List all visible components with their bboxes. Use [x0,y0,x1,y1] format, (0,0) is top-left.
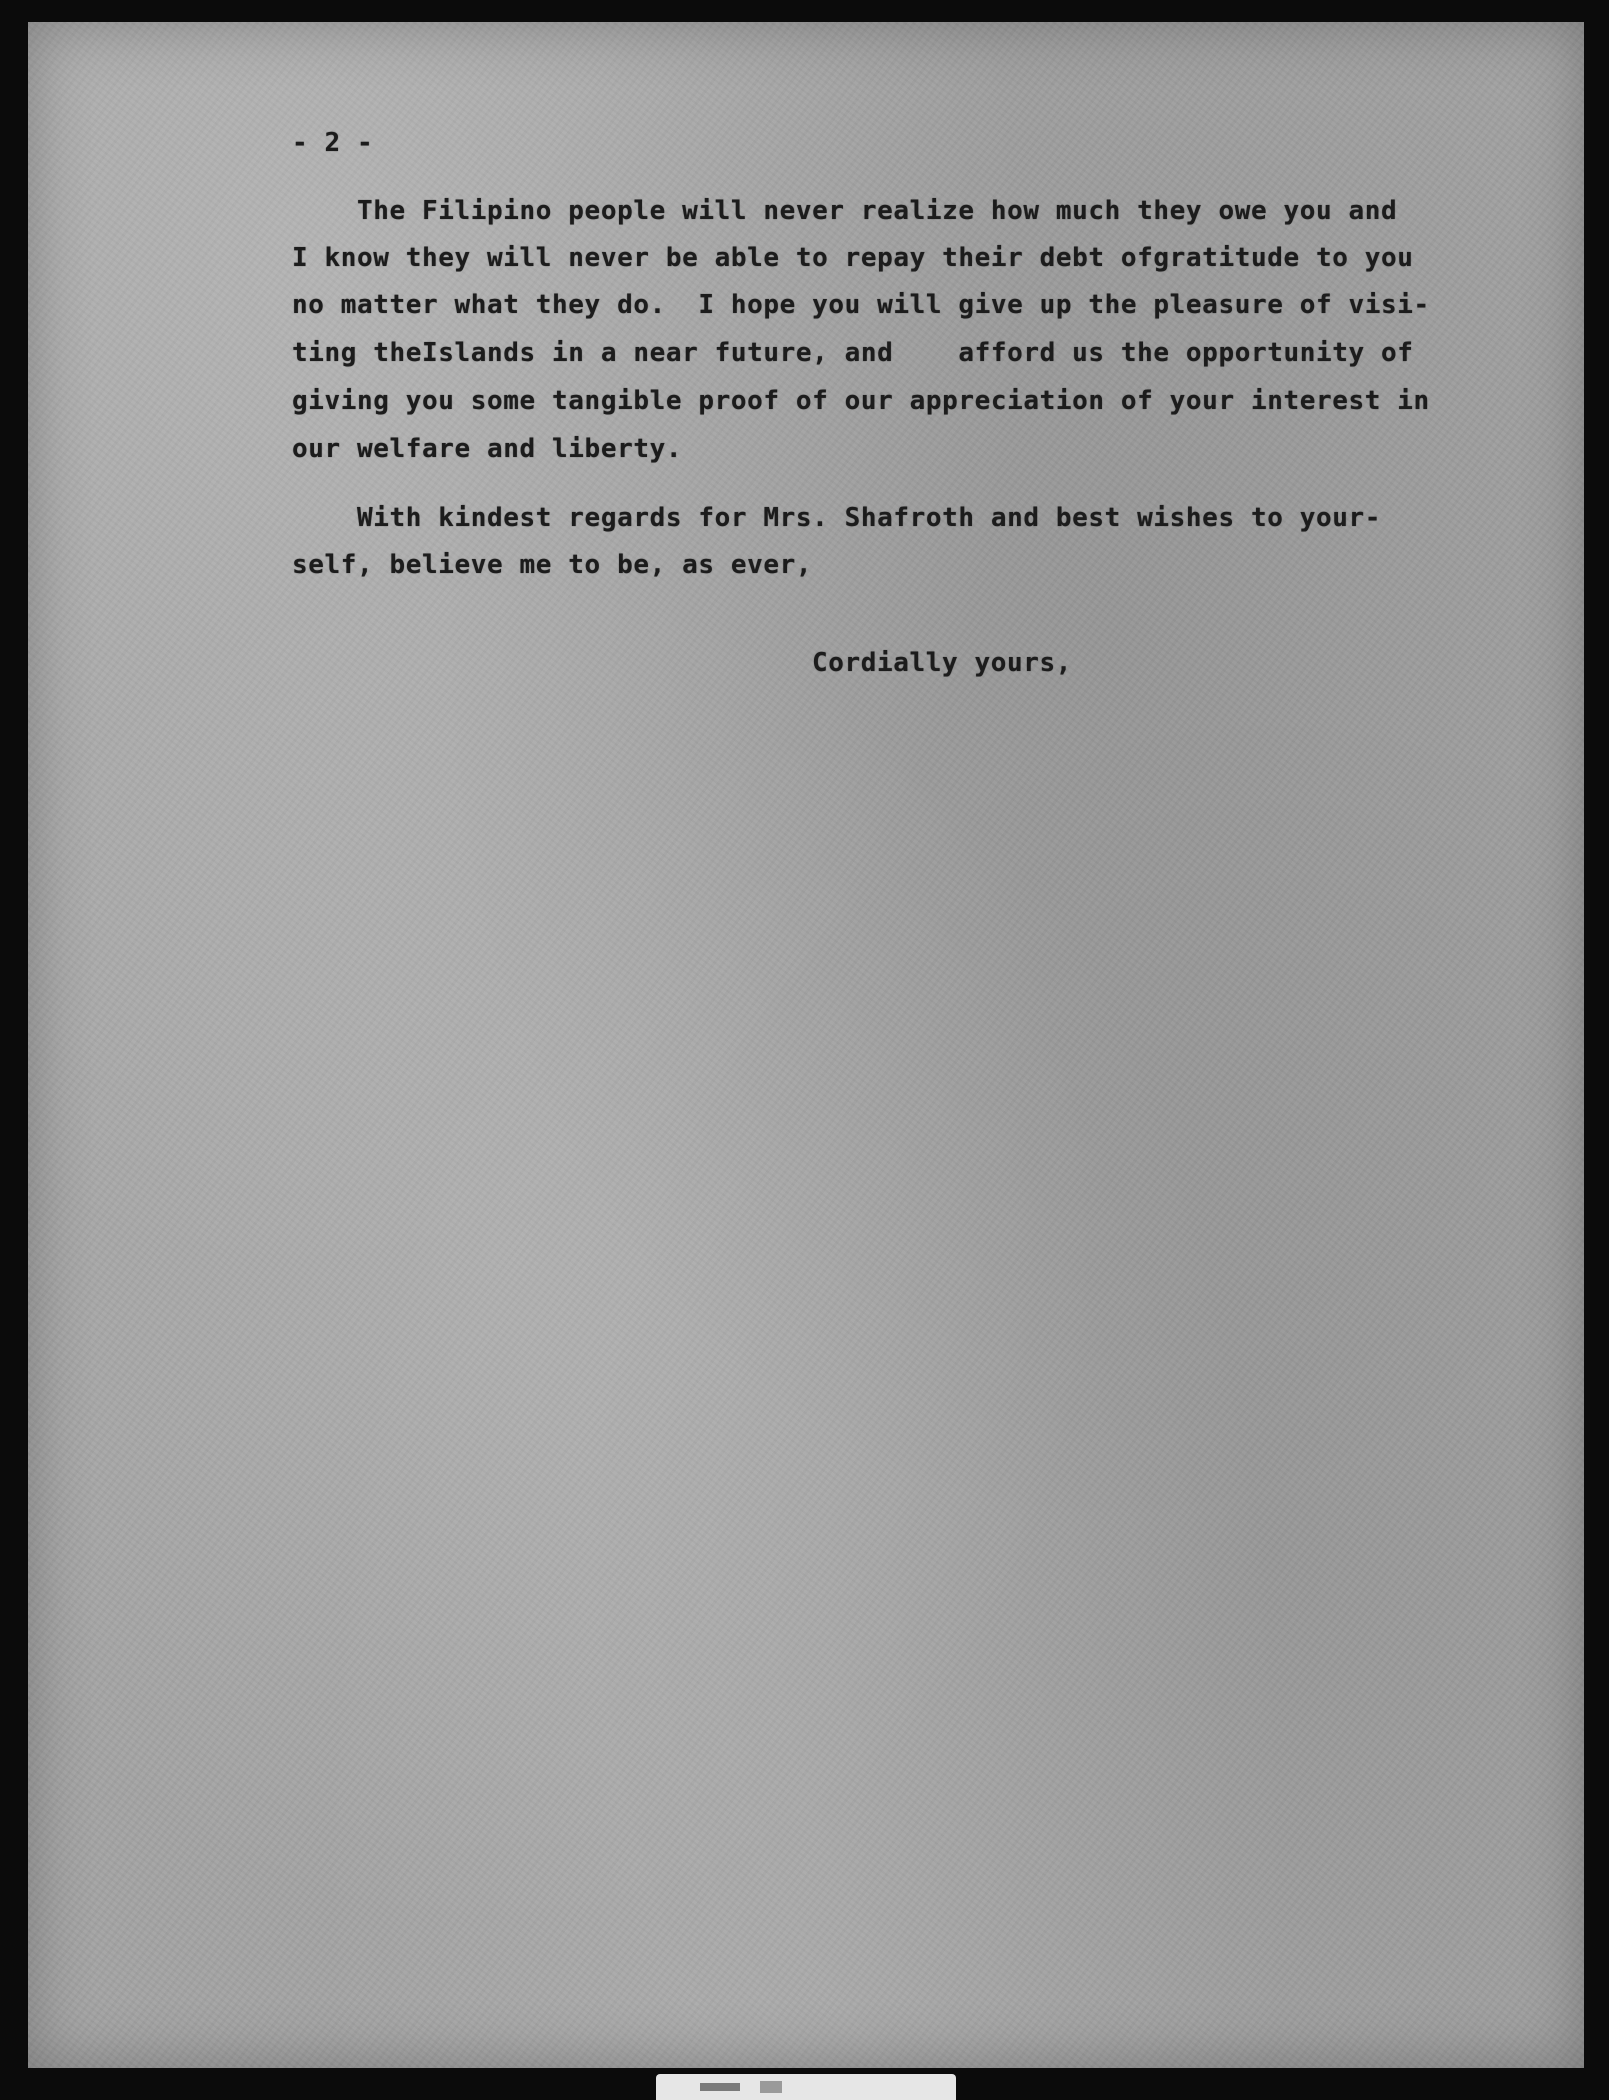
paragraph-1-line-1: The Filipino people will never realize how much they owe you and [292,196,1398,226]
paragraph-1-line-6: our welfare and liberty. [292,434,683,464]
paragraph-1-line-5: giving you some tangible proof of our appreciation of your interest in [292,386,1430,416]
paragraph-2-line-1: With kindest regards for Mrs. Shafroth and best wishes to your- [292,503,1381,533]
paragraph-1-line-3: no matter what they do. I hope you will give up the pleasure of visi- [292,290,1430,320]
scan-label-mark-small [760,2081,782,2093]
paragraph-1-line-2: I know they will never be able to repay their debt ofgratitude to you [292,243,1414,273]
page-number: - 2 - [292,128,374,158]
letter-page [28,22,1584,2068]
paragraph-2-line-2: self, believe me to be, as ever, [292,550,813,580]
closing-salutation: Cordially yours, [812,648,1073,678]
paragraph-1-line-4: ting theIslands in a near future, and afford us the opportunity of [292,338,1414,368]
scan-label-mark [700,2083,740,2091]
